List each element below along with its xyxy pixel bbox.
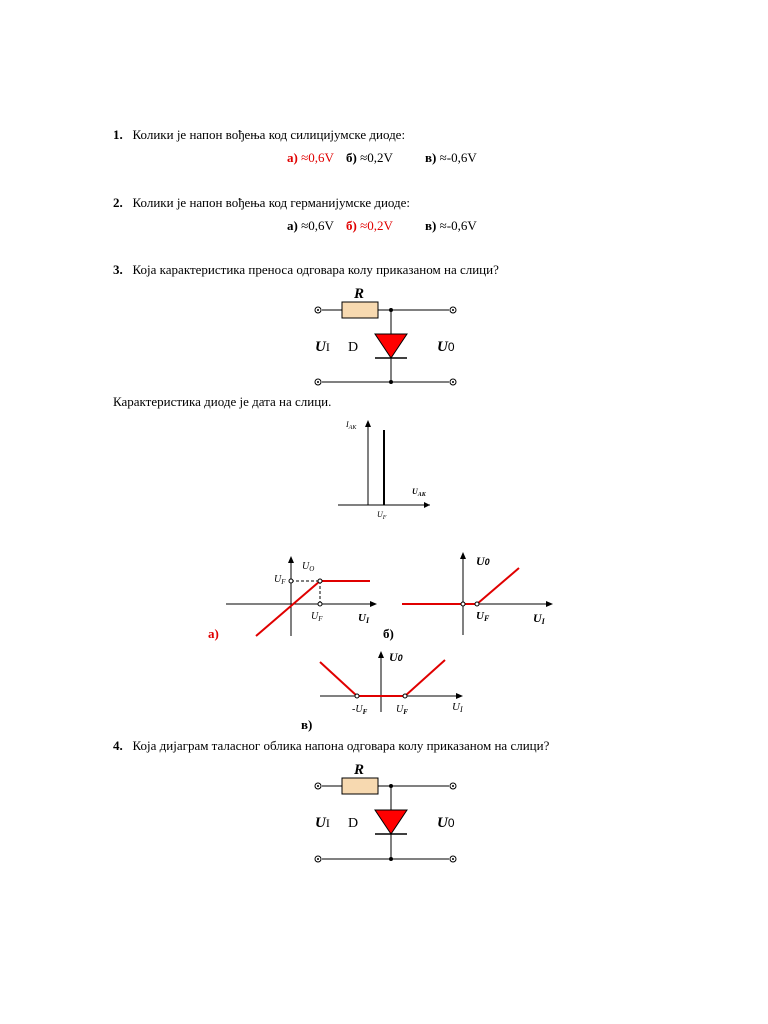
graph-label: в) [301,717,313,732]
diode-label: D [348,816,359,831]
question-text: Која карактеристика преноса одговара колу приказаном на слици? [132,262,499,277]
tick-pos-label: $U_F$ [396,704,408,716]
question-number: 2. [113,195,123,210]
answer-value: ≈-0,6V [439,218,477,233]
tick-neg-label: $-U_F$ [352,704,368,716]
question-number: 3. [113,262,123,277]
graph-label: а) [208,626,219,641]
y-axis-label: $I_{AK}$ [346,420,357,431]
resistor-label: R [354,286,365,302]
x-axis-label: $U_{AK}$ [412,487,426,498]
tick-label: UF [476,610,490,623]
answer-value: ≈0,6V [301,150,334,165]
input-voltage-label: UI [315,339,330,355]
graph-label: б) [383,626,394,641]
diode-label: D [348,340,359,355]
x-axis-label: UI [533,611,545,626]
y-axis-label: $U_O$ [302,561,315,573]
output-voltage-label: U0 [437,815,455,831]
answer-letter: а) [287,150,298,165]
answer-letter: б) [346,218,357,233]
output-voltage-label: U0 [437,339,455,355]
x-axis-label: UI [358,612,370,625]
answer-letter: в) [425,218,437,233]
answer-value: ≈-0,6V [439,150,477,165]
y-axis-label: U0 [389,650,403,664]
diode-char-caption: Карактеристика диоде је дата на слици. [113,394,332,409]
answer-letter: в) [425,150,437,165]
tick-label: $U_F$ [311,611,323,623]
y-axis-label: U0 [476,554,490,568]
answer-value: ≈0,2V [360,218,393,233]
input-voltage-label: UI [315,815,330,831]
question-text: Колики је напон вођења код силицијумске диоде: [132,127,406,142]
question-text: Која дијаграм таласног облика напона одговара колу приказаном на слици? [132,738,550,753]
x-axis-label: UI [452,701,463,714]
tick-label: $U_F$ [377,510,387,521]
question-number: 4. [113,738,123,753]
answer-letter: а) [287,218,298,233]
question-text: Колики је напон вођења код германијумске диоде: [132,195,411,210]
answer-value: ≈0,2V [360,150,393,165]
resistor-label: R [354,762,365,778]
answer-value: ≈0,6V [301,218,334,233]
question-number: 1. [113,127,123,142]
diode-symbol [375,810,407,834]
answer-letter: б) [346,150,357,165]
level-label: $U_F$ [274,574,286,586]
resistor-symbol [342,778,378,794]
